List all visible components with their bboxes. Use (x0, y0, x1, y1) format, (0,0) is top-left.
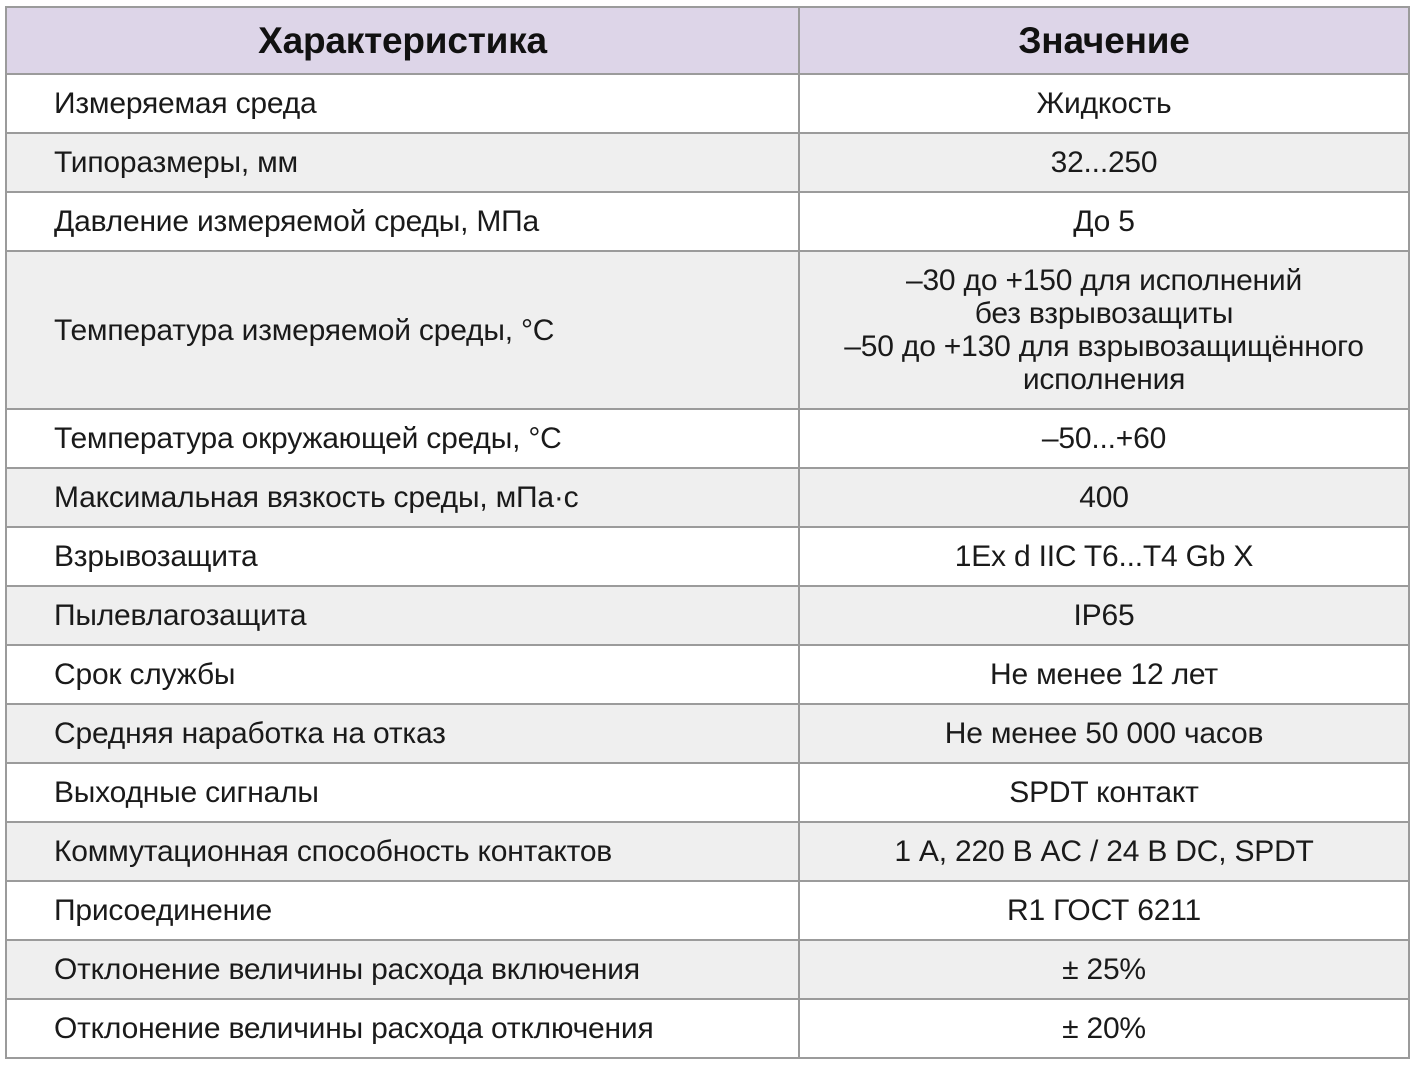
table-row (6, 763, 1409, 822)
row-name: Отклонение величины расхода включения (6, 940, 799, 999)
row-value: Жидкость (799, 74, 1409, 133)
row-value: ± 25% (799, 940, 1409, 999)
specifications-table (5, 6, 1410, 1059)
row-name: Типоразмеры, мм (6, 133, 799, 192)
row-value: 400 (799, 468, 1409, 527)
row-value-line: –50 до +130 для взрывозащищённого (844, 330, 1364, 363)
row-value: 1Ex d IIC T6...T4 Gb X (799, 527, 1409, 586)
table-row (6, 822, 1409, 881)
row-name: Температура измеряемой среды, °С (6, 251, 799, 409)
table-row (6, 940, 1409, 999)
row-name: Отклонение величины расхода отключения (6, 999, 799, 1058)
table-row (6, 74, 1409, 133)
row-value-line: без взрывозащиты (974, 297, 1234, 330)
row-name: Взрывозащита (6, 527, 799, 586)
row-value-line: исполнения (1022, 363, 1186, 396)
table-row (6, 704, 1409, 763)
row-name: Температура окружающей среды, °С (6, 409, 799, 468)
row-name: Присоединение (6, 881, 799, 940)
table-row (6, 468, 1409, 527)
row-name: Срок службы (6, 645, 799, 704)
row-value: 1 А, 220 В AC / 24 В DC, SPDT (799, 822, 1409, 881)
row-value: R1 ГОСТ 6211 (799, 881, 1409, 940)
table-row (6, 999, 1409, 1058)
table-row (6, 192, 1409, 251)
row-name: Максимальная вязкость среды, мПа·с (6, 468, 799, 527)
table-row (6, 881, 1409, 940)
row-value: Не менее 12 лет (799, 645, 1409, 704)
table-header-row (6, 7, 1409, 74)
row-value: –50...+60 (799, 409, 1409, 468)
table-row (6, 645, 1409, 704)
row-name: Выходные сигналы (6, 763, 799, 822)
row-name: Пылевлагозащита (6, 586, 799, 645)
table-row (6, 586, 1409, 645)
table-row (6, 133, 1409, 192)
row-value: ± 20% (799, 999, 1409, 1058)
row-value: Не менее 50 000 часов (799, 704, 1409, 763)
row-name: Коммутационная способность контактов (6, 822, 799, 881)
column-header-value: Значение (799, 7, 1409, 74)
row-name: Давление измеряемой среды, МПа (6, 192, 799, 251)
row-value: SPDT контакт (799, 763, 1409, 822)
table-row (6, 251, 1409, 409)
row-value: До 5 (799, 192, 1409, 251)
row-value-multiline (799, 251, 1409, 409)
row-value: IP65 (799, 586, 1409, 645)
row-value-line: –30 до +150 для исполнений (905, 264, 1303, 297)
table-row (6, 527, 1409, 586)
row-name: Средняя наработка на отказ (6, 704, 799, 763)
row-value: 32...250 (799, 133, 1409, 192)
column-header-characteristic: Характеристика (6, 7, 799, 74)
row-name: Измеряемая среда (6, 74, 799, 133)
table-row (6, 409, 1409, 468)
